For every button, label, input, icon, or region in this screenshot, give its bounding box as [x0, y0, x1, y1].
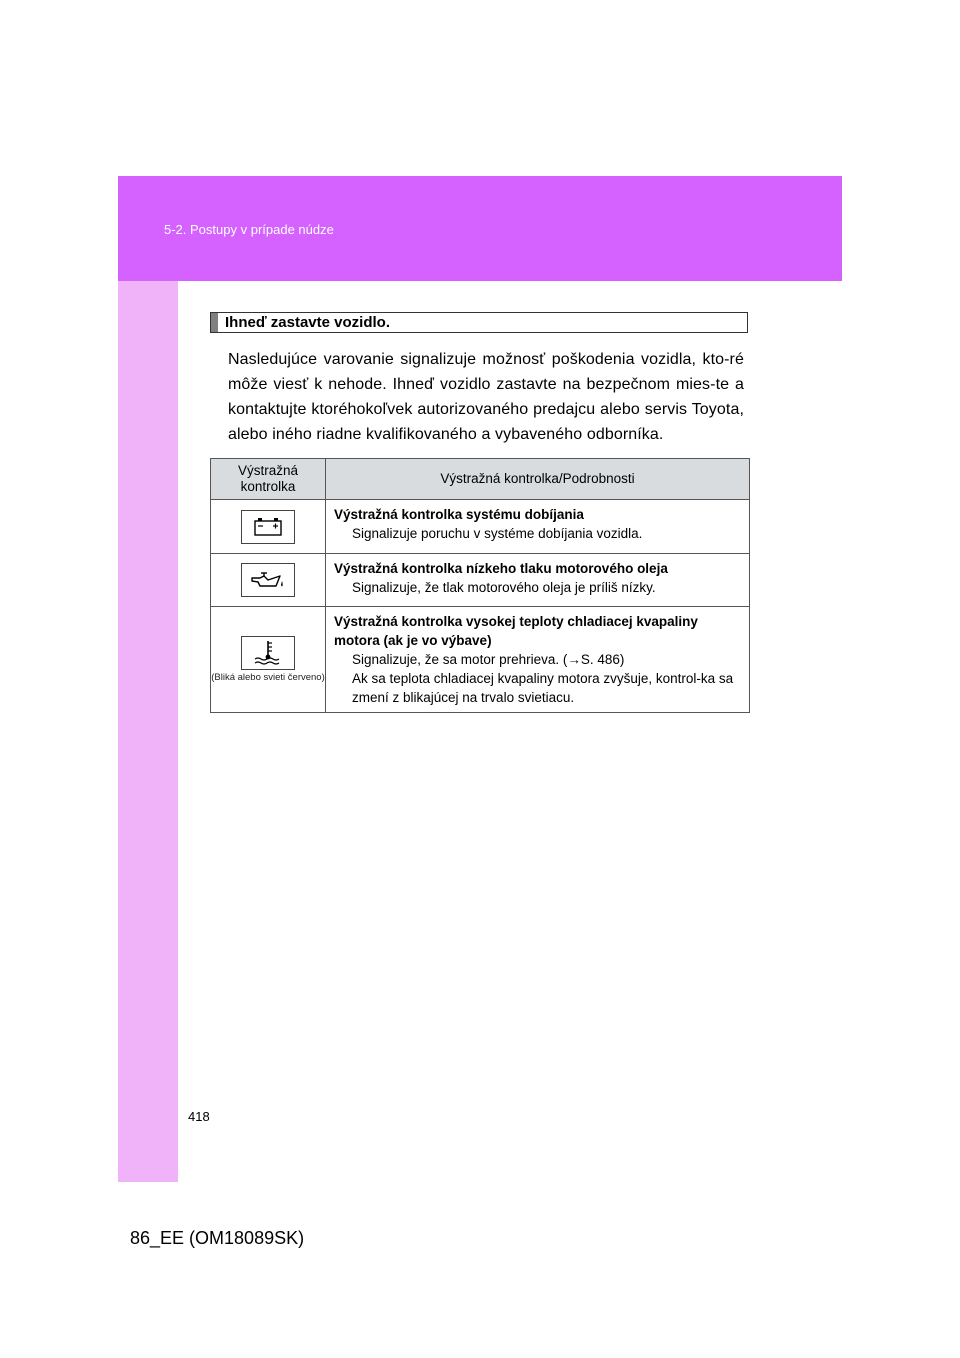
intro-paragraph: [228, 347, 744, 447]
heading-text: Ihneď zastavte vozidlo.: [225, 314, 390, 331]
row-title: Výstražná kontrolka systému dobíjania: [334, 507, 584, 522]
details-cell: [326, 554, 750, 607]
row-text: Signalizuje, že sa motor prehrieva. (→S. 486): [352, 652, 625, 667]
section-label: 5-2. Postupy v prípade núdze: [164, 222, 334, 237]
row-text: Signalizuje poruchu v systéme dobíjania vozidla.: [352, 526, 643, 541]
battery-warning-icon: [241, 510, 295, 544]
table-row: [211, 554, 750, 607]
page-number: 418: [188, 1109, 210, 1124]
table-row: [211, 500, 750, 554]
row-title: Výstražná kontrolka vysokej teploty chladiacej kvapaliny motora (ak je vo výbave): [334, 614, 698, 648]
heading-bar: [211, 313, 218, 332]
document-code: 86_EE (OM18089SK): [130, 1228, 305, 1248]
header-cell-icon: Výstražná kontrolka: [211, 459, 326, 500]
icon-cell: [211, 554, 326, 607]
details-cell: [326, 500, 750, 554]
row-text: Signalizuje, že tlak motorového oleja je príliš nízky.: [352, 580, 656, 595]
header-band: [118, 176, 842, 281]
icon-note: (Bliká alebo svieti červeno): [211, 671, 325, 683]
warning-table: [210, 458, 750, 713]
row-title: Výstražná kontrolka nízkeho tlaku motorového oleja: [334, 561, 668, 576]
table-row: [211, 607, 750, 713]
icon-cell: [211, 607, 326, 713]
details-cell: [326, 607, 750, 713]
header-cell-details: Výstražná kontrolka/Podrobnosti: [326, 459, 750, 500]
side-band: [118, 281, 178, 1182]
icon-cell: [211, 500, 326, 554]
table-header-row: [211, 459, 750, 500]
oil-pressure-icon: [241, 563, 295, 597]
intro-text: Nasledujúce varovanie signalizuje možnosť poškodenia vozidla, kto-ré môže viesť k nehode. Ihneď vozidlo zastavte na bezpečnom mies-te a kontaktujte ktoréhokoľvek autorizovaného predajcu alebo servis Toyota, alebo iného riadne kvalifikovaného a vybaveného odborníka.: [228, 351, 744, 443]
row-text: Ak sa teplota chladiacej kvapaliny motora zvyšuje, kontrol-ka sa zmení z blikajúcej na trvalo svietiacu.: [352, 671, 734, 705]
coolant-temperature-icon: [241, 636, 295, 670]
section-heading: [210, 312, 748, 333]
